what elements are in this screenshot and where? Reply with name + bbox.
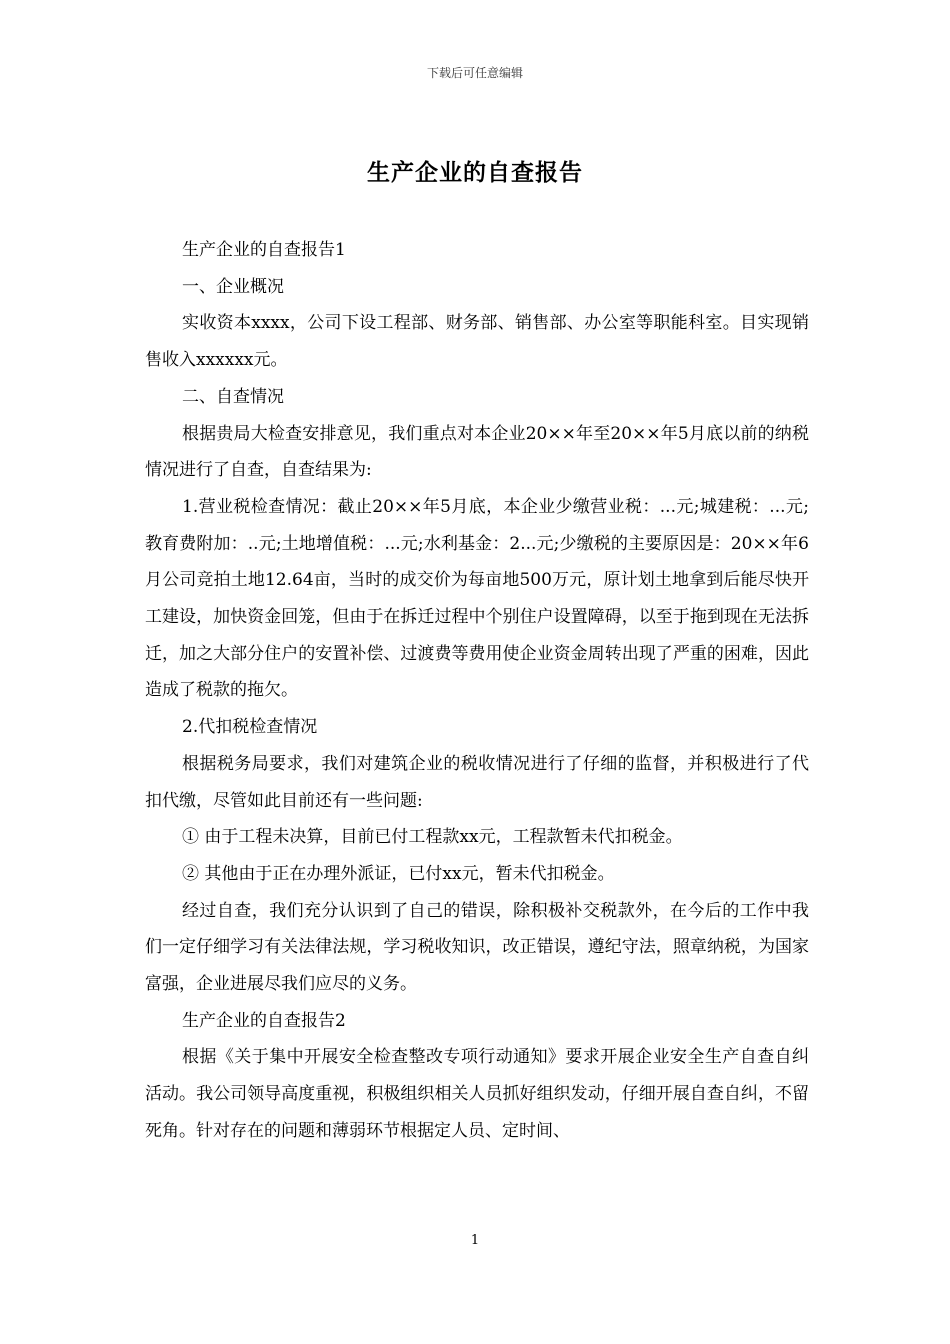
page-number: 1 bbox=[470, 1233, 480, 1248]
paragraph-capital: 实收资本xxxx，公司下设工程部、财务部、销售部、办公室等职能科室。目实现销售收入xxxxxx元。 bbox=[145, 313, 809, 371]
paragraph-business-tax: 1.营业税检查情况：截止20××年5月底，本企业少缴营业税：...元;城建税：...元;教育费附加：..元;土地增值税：...元;水利基金：2...元;少缴税的主要原因是：20××年6月公司竞拍土地12.64亩，当时的成交价为每亩地500万元，原计划土地拿到后能尽快开工建设，加快资金回笼，但由于在拆迁过程中个别住户设置障碍，以至于拖到现在无法拆迁，加之大部分住户的安置补偿、过渡费等费用使企业资金周转出现了严重的困难，因此造成了税款的拖欠。 bbox=[145, 496, 809, 701]
heading-withholding-tax: 2.代扣税检查情况 bbox=[182, 717, 318, 738]
list-item-2: ② 其他由于正在办理外派证，已付xx元，暂未代扣税金。 bbox=[182, 863, 615, 884]
paragraph-self-check-intro: 根据贵局大检查安排意见，我们重点对本企业20××年至20××年5月底以前的纳税情况进行了自查，自查结果为: bbox=[145, 423, 809, 481]
header-note: 下载后可任意编辑 bbox=[426, 66, 523, 80]
heading-enterprise-overview: 一、企业概况 bbox=[182, 276, 284, 297]
paragraph-conclusion: 经过自查，我们充分认识到了自己的错误，除积极补交税款外，在今后的工作中我们一定仔细学习有关法律法规，学习税收知识，改正错误，遵纪守法，照章纳税，为国家富强，企业进展尽我们应尽的义务。 bbox=[145, 900, 809, 995]
paragraph-report-2-intro: 根据《关于集中开展安全检查整改专项行动通知》要求开展企业安全生产自查自纠活动。我公司领导高度重视，积极组织相关人员抓好组织发动，仔细开展自查自纠，不留死角。针对存在的问题和薄弱环节根据定人员、定时间、 bbox=[145, 1047, 809, 1141]
section-heading-report-1: 生产企业的自查报告1 bbox=[182, 240, 346, 260]
document-title: 生产企业的自查报告 bbox=[367, 160, 583, 186]
list-item-1: ① 由于工程未决算，目前已付工程款xx元，工程款暂未代扣税金。 bbox=[182, 827, 683, 848]
document-body bbox=[145, 232, 809, 1150]
section-heading-report-2: 生产企业的自查报告2 bbox=[182, 1010, 346, 1031]
heading-self-check: 二、自查情况 bbox=[182, 386, 284, 407]
paragraph-withholding-intro: 根据税务局要求，我们对建筑企业的税收情况进行了仔细的监督，并积极进行了代扣代缴，尽管如此目前还有一些问题: bbox=[145, 753, 809, 811]
